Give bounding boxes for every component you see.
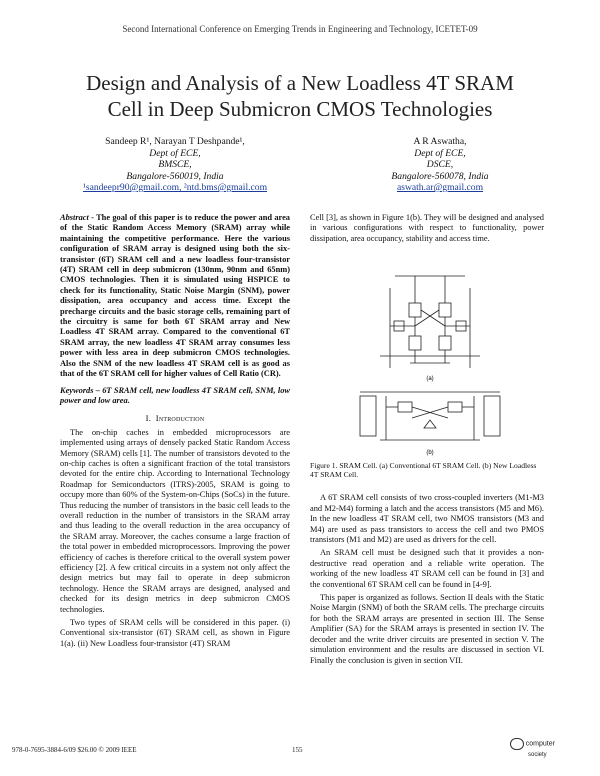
logo-icon [510,738,524,750]
nmos-m3-b [398,402,412,412]
computer-society-logo [510,738,580,759]
paper-title [40,70,560,122]
author-names-right: A R Aswatha, [413,136,467,147]
figure-1 [350,268,510,458]
footer-isbn: 978-0-7695-3884-6/09 $26.00 © 2009 IEEE [12,746,137,754]
author-names-left: Sandeep R¹, Narayan T Deshpande¹, [105,136,245,147]
author-dept-left: Dept of ECE, [149,147,201,159]
right-column-lower [310,461,544,669]
pmos-m4 [439,303,451,317]
abstract-label: Abstract [60,213,89,222]
pmos-m3 [409,303,421,317]
author-inst-left: BMSCE, [158,159,192,170]
title-line-1: Design and Analysis of a New Loadless 4T SRAM [86,71,514,95]
title-line-2: Cell in Deep Submicron CMOS Technologies [107,97,493,121]
right-paragraph-4: This paper is organized as follows. Section II deals with the Static Noise Margin (SNM) of both the SRAM cells. The precharge circuits for both the SRAM arrays are presented in section III. The Sense Amplifier (SA) for the SRAM arrays is presented in section IV. The decoder and the write driver circuits are presented in section V. The simulation environment and the results are discussed in section VI. Finally the conclusion is given in section VII. [310,593,544,665]
author-inst-right: DSCE, [426,159,454,170]
schematic-6t-sram [380,276,480,368]
section-heading-intro [60,413,290,423]
figure-caption: Figure 1. SRAM Cell. (a) Conventional 6T SRAM Cell. (b) New Loadless 4T SRAM Cell. [310,461,537,480]
bitline-cap-right [484,396,500,436]
pmos-driver-symbol [424,420,436,428]
intro-paragraph-1: The on-chip caches in embedded microprocessors are implemented using arrays of densely packed Static Random Access Memory (SRAM) cells [1]. The number of transistors devoted to the on-chip caches is often a significant fraction of the total transistors devoted for the entire chip. According to International Technology Roadmap for Semiconductors (ITRS)-2005, SRAM is going to occupy more than 60% of the System-on-Chips (SoCs) in the future. Thus reducing the number of transistors in the basic cell leads to the overall reduction in the number of transistors in the SRAM array and thus leading to the overall reduction in the area occupancy of the SRAM array. Moreover, the caches consume a large fraction of the total power in embedded microprocessors. Improving the power efficiency of caches is therefore critical to the overall system power efficiency [2]. A few critical circuits in a system not only affect the design metrics but may fail to operate in deep submicron technology. Hence the SRAM arrays are designed, analysed and checked for its design metrics in deep submicron CMOS technologies. [60,427,290,614]
author-block-left [60,136,290,194]
keywords: Keywords – 6T SRAM cell, new loadless 4T SRAM cell, SNM, low power and low area. [60,385,290,405]
figure-label-b: (b) [426,450,434,456]
figure-label-a: (a) [426,376,434,382]
author-dept-right: Dept of ECE, [414,147,466,159]
left-column [60,213,290,652]
author-emails-left[interactable]: ¹sandeepr90@gmail.com, ²ntd.bms@gmail.com [82,182,268,193]
nmos-m4-b [448,402,462,412]
author-email-right[interactable]: aswath.ar@gmail.com [396,182,484,193]
intro-paragraph-2: Two types of SRAM cells will be considered in this paper. (i) Conventional six-transistor (6T) SRAM cell, as shown in Figure 1(a). (ii) New Loadless four-transistor (4T) SRAM [60,618,290,648]
nmos-m1 [409,336,421,350]
schematic-4t-sram [360,392,500,440]
section-number: I. [145,413,152,424]
right-column [310,213,544,247]
logo-text-top: computer [525,740,555,748]
right-paragraph-2: A 6T SRAM cell consists of two cross-coupled inverters (M1-M3 and M2-M4) forming a latch and the access transistors (M5 and M6). In the new loadless 4T SRAM cell, two NMOS transistors (M3 and M4) are used as pass transistors to access the cell and two PMOS transistors (M1 and M2) are used as drivers for the cell. [310,493,544,545]
right-paragraph-1: Cell [3], as shown in Figure 1(b). They will be designed and analysed in various configurations with respect to functionality, power dissipation, area occupancy, stability and access time. [310,213,544,243]
conference-header: Second International Conference on Emerging Trends in Engineering and Technology, ICETET-09 [122,24,478,34]
author-block-right [330,136,550,194]
section-title: Introduction [155,413,205,424]
right-paragraph-3: An SRAM cell must be designed such that it provides a non-destructive read operation and a reliable write operation. The working of the new loadless 4T SRAM cell can be found in [3] and the conventional 6T SRAM cell can be found in [4-9]. [310,548,544,589]
page-number: 155 [292,746,303,754]
nmos-m2 [439,336,451,350]
author-city-right: Bangalore-560078, India [391,170,489,182]
bitline-cap-left [360,396,376,436]
author-city-left: Bangalore-560019, India [126,170,224,182]
logo-text-bottom: society [528,752,547,758]
abstract [60,213,290,380]
abstract-text: - The goal of this paper is to reduce the power and area of the Static Random Access Memory (SRAM) array while maintaining the competitive performance. Here the various configuration of SRAM array is designed using both the six-transistor (6T) SRAM cell and a new loadless four-transistor (4T) SRAM cell in deep submicron (130nm, 90nm and 65nm) CMOS technologies. Then it is simulated using HSPICE to check for its functionality, Static Noise Margin (SNM), power dissipation, area occupancy and access time. Except the precharge circuits and the basic storage cells, remaining part of the circuitry is same for both 6T SRAM array and New Loadless 4T SRAM array. Compared to the conventional 6T SRAM array, the new loadless 4T SRAM array consumes less power with less area in deep submicron CMOS technologies. Also the SNM of the new loadless 4T SRAM cell is as good as that of the 6T SRAM cell for higher values of Cell Ratio (CR). [60,213,290,379]
